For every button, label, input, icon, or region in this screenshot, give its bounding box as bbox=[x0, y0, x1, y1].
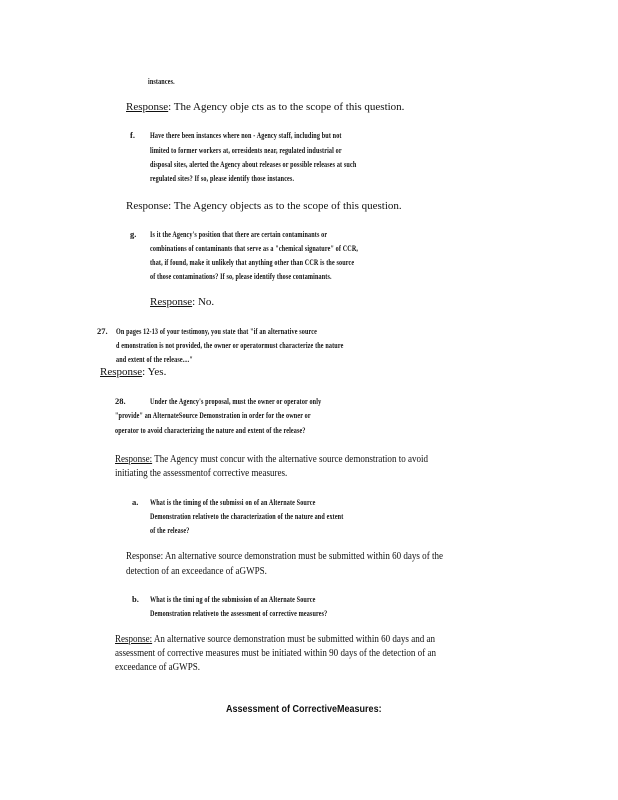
response-text: initiating the assessmentof corrective measures. bbox=[115, 468, 288, 479]
question-text: What is the timing of the submissi on of an Alternate Source bbox=[150, 497, 316, 507]
question-text: combinations of contaminants that serve as a "chemical signature" of CCR, bbox=[150, 243, 359, 253]
question-text: On pages 12-13 of your testimony, you state that "if an alternative source bbox=[116, 326, 317, 336]
question-text: What is the timi ng of the submission of an Alternate Source bbox=[150, 594, 316, 604]
response-label: Response: bbox=[115, 454, 153, 465]
question-text: operator to avoid characterizing the nature and extent of the release? bbox=[115, 425, 306, 435]
continuation-text: instances. bbox=[148, 76, 175, 86]
question-text: Is it the Agency's position that there are certain contaminants or bbox=[150, 229, 328, 239]
question-text: Have there been instances where non - Agency staff, including but not bbox=[150, 130, 342, 140]
question-text: regulated sites? If so, please identify those instances. bbox=[150, 173, 295, 183]
response-line bbox=[115, 634, 435, 645]
question-text: "provide" an AlternateSource Demonstration in order for the owner or bbox=[115, 410, 311, 420]
question-text: Demonstration relativeto the assessment of corrective measures? bbox=[150, 608, 328, 618]
question-text: of the release? bbox=[150, 525, 190, 535]
question-text: of those contaminations? If so, please identify those contaminants. bbox=[150, 271, 332, 281]
item-marker: f. bbox=[130, 130, 135, 140]
response-label: Response: bbox=[115, 634, 153, 645]
question-text: Under the Agency's proposal, must the owner or operator only bbox=[150, 396, 322, 406]
question-number: 28. bbox=[115, 396, 126, 406]
response-label: Response bbox=[100, 366, 143, 378]
response-text: The Agency must concur with the alternative source demonstration to avoid bbox=[152, 454, 429, 465]
question-text: disposal sites, alerted the Agency about releases or possible releases at such bbox=[150, 159, 357, 169]
response-text: assessment of corrective measures must be initiated within 90 days of the detection of an bbox=[115, 648, 436, 659]
response-line bbox=[115, 454, 428, 465]
response-line: Response: The Agency objects as to the scope of this question. bbox=[126, 200, 402, 212]
question-text: that, if found, make it unlikely that anything other than CCR is the source bbox=[150, 257, 355, 267]
response-line bbox=[126, 101, 404, 113]
response-text: : No. bbox=[192, 296, 215, 308]
response-line: Response: An alternative source demonstration must be submitted within 60 days of the bbox=[126, 551, 444, 562]
response-text: An alternative source demonstration must be submitted within 60 days and an bbox=[152, 634, 436, 645]
response-text: : Yes. bbox=[142, 366, 167, 378]
question-number: 27. bbox=[97, 326, 108, 336]
item-marker: b. bbox=[132, 594, 139, 604]
response-text: exceedance of aGWPS. bbox=[115, 662, 200, 673]
section-heading: Assessment of CorrectiveMeasures: bbox=[226, 704, 382, 715]
response-text: : The Agency obje cts as to the scope of this question. bbox=[168, 101, 405, 113]
response-line bbox=[150, 296, 214, 308]
response-text: detection of an exceedance of aGWPS. bbox=[126, 566, 267, 577]
question-text: d emonstration is not provided, the owner or operatormust characterize the nature bbox=[116, 340, 344, 350]
question-text: and extent of the release...." bbox=[116, 354, 193, 364]
item-marker: a. bbox=[132, 497, 139, 507]
question-text: limited to former workers at, orresidents near, regulated industrial or bbox=[150, 145, 342, 155]
item-marker: g. bbox=[130, 229, 137, 239]
response-label: Response bbox=[150, 296, 193, 308]
response-label: Response bbox=[126, 101, 169, 113]
response-line bbox=[100, 366, 166, 378]
question-text: Demonstration relativeto the characterization of the nature and extent bbox=[150, 511, 344, 521]
